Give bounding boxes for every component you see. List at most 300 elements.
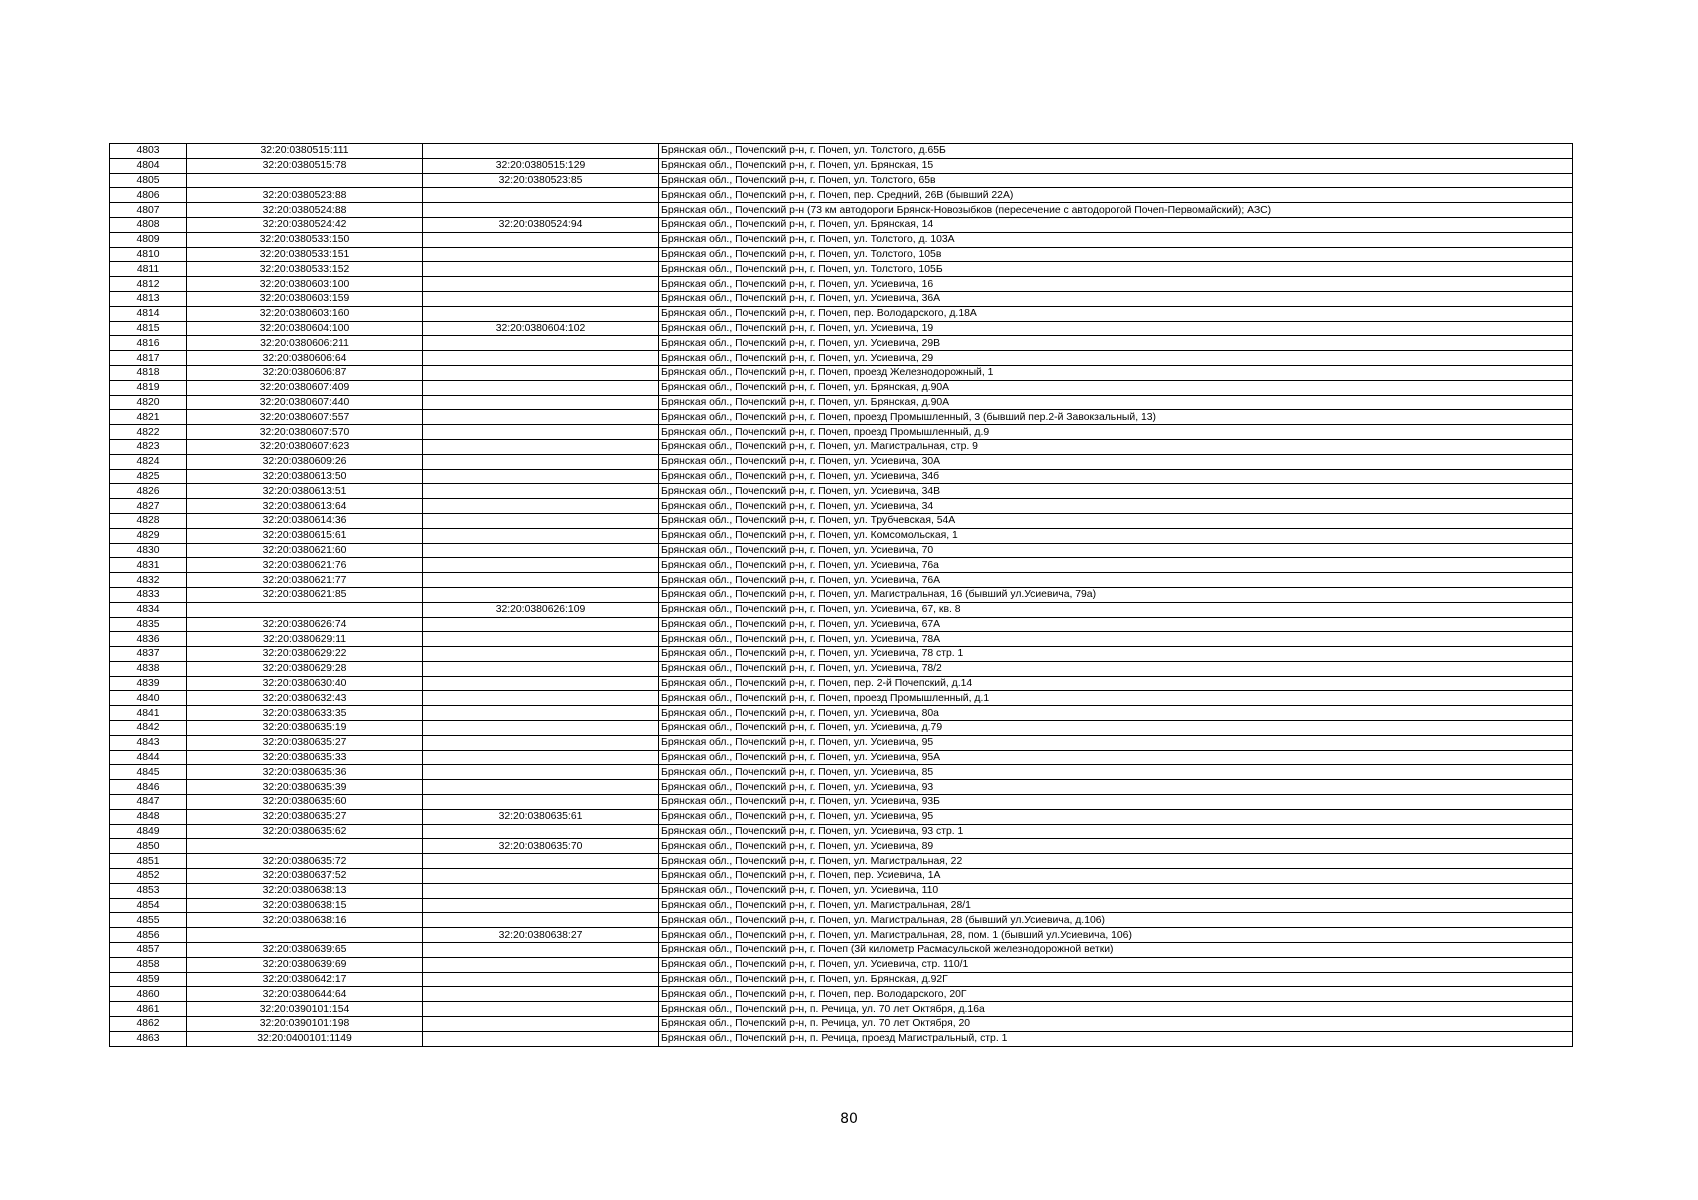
- cadastral-number-cell: 32:20:0380607:409: [187, 380, 423, 395]
- table-row: [110, 735, 1573, 750]
- cadastral-number-related-cell: [423, 854, 659, 869]
- table-row: [110, 587, 1573, 602]
- table-row: [110, 661, 1573, 676]
- address-cell: Брянская обл., Почепский р-н, г. Почеп, ул. Толстого, д.65Б: [659, 144, 1573, 159]
- row-number-cell: 4859: [110, 972, 187, 987]
- cadastral-number-cell: 32:20:0380635:27: [187, 809, 423, 824]
- cadastral-number-related-cell: [423, 750, 659, 765]
- cadastral-number-cell: 32:20:0380524:42: [187, 217, 423, 232]
- row-number-cell: 4848: [110, 809, 187, 824]
- cadastral-number-cell: 32:20:0380515:111: [187, 144, 423, 159]
- cadastral-number-cell: 32:20:0380633:35: [187, 706, 423, 721]
- row-number-cell: 4823: [110, 439, 187, 454]
- address-cell: Брянская обл., Почепский р-н, г. Почеп, ул. Усиевича, 93 стр. 1: [659, 824, 1573, 839]
- address-cell: Брянская обл., Почепский р-н, г. Почеп, ул. Усиевича, 34В: [659, 484, 1573, 499]
- cadastral-number-cell: 32:20:0380639:65: [187, 943, 423, 958]
- table-row: [110, 928, 1573, 943]
- table-row: [110, 425, 1573, 440]
- cadastral-number-cell: 32:20:0380621:76: [187, 558, 423, 573]
- table-row: [110, 543, 1573, 558]
- cadastral-number-related-cell: [423, 425, 659, 440]
- cadastral-number-cell: 32:20:0380621:77: [187, 573, 423, 588]
- row-number-cell: 4852: [110, 869, 187, 884]
- cadastral-number-cell: 32:20:0380638:13: [187, 883, 423, 898]
- cadastral-number-related-cell: [423, 824, 659, 839]
- registry-table: [109, 143, 1573, 1047]
- cadastral-number-cell: 32:20:0400101:1149: [187, 1031, 423, 1046]
- row-number-cell: 4827: [110, 499, 187, 514]
- table-row: [110, 972, 1573, 987]
- cadastral-number-cell: 32:20:0380626:74: [187, 617, 423, 632]
- table-row: [110, 528, 1573, 543]
- table-row: [110, 262, 1573, 277]
- address-cell: Брянская обл., Почепский р-н, г. Почеп, проезд Промышленный, д.9: [659, 425, 1573, 440]
- address-cell: Брянская обл., Почепский р-н, п. Речица, ул. 70 лет Октября, 20: [659, 1017, 1573, 1032]
- row-number-cell: 4824: [110, 454, 187, 469]
- row-number-cell: 4829: [110, 528, 187, 543]
- table-row: [110, 439, 1573, 454]
- table-row: [110, 824, 1573, 839]
- row-number-cell: 4861: [110, 1002, 187, 1017]
- address-cell: Брянская обл., Почепский р-н, г. Почеп, ул. Толстого, 105Б: [659, 262, 1573, 277]
- cadastral-number-cell: [187, 839, 423, 854]
- address-cell: Брянская обл., Почепский р-н, г. Почеп, ул. Усиевича, 16: [659, 277, 1573, 292]
- table-row: [110, 232, 1573, 247]
- address-cell: Брянская обл., Почепский р-н, г. Почеп, ул. Усиевича, стр. 110/1: [659, 957, 1573, 972]
- table-row: [110, 158, 1573, 173]
- table-row: [110, 395, 1573, 410]
- address-cell: Брянская обл., Почепский р-н, г. Почеп, ул. Усиевича, 29В: [659, 336, 1573, 351]
- cadastral-number-cell: 32:20:0380639:69: [187, 957, 423, 972]
- address-cell: Брянская обл., Почепский р-н, г. Почеп, ул. Усиевича, 34: [659, 499, 1573, 514]
- address-cell: Брянская обл., Почепский р-н, г. Почеп, пер. Средний, 26В (бывший 22А): [659, 188, 1573, 203]
- cadastral-number-related-cell: [423, 277, 659, 292]
- address-cell: Брянская обл., Почепский р-н, г. Почеп, ул. Усиевича, 29: [659, 351, 1573, 366]
- table-row: [110, 898, 1573, 913]
- cadastral-number-related-cell: [423, 617, 659, 632]
- table-row: [110, 809, 1573, 824]
- table-row: [110, 721, 1573, 736]
- row-number-cell: 4822: [110, 425, 187, 440]
- table-row: [110, 188, 1573, 203]
- address-cell: Брянская обл., Почепский р-н, г. Почеп, ул. Магистральная, 16 (бывший ул.Усиевича, 79а): [659, 587, 1573, 602]
- address-cell: Брянская обл., Почепский р-н, г. Почеп, ул. Усиевича, 76А: [659, 573, 1573, 588]
- table-row: [110, 247, 1573, 262]
- cadastral-number-related-cell: [423, 721, 659, 736]
- address-cell: Брянская обл., Почепский р-н, г. Почеп, ул. Толстого, 65в: [659, 173, 1573, 188]
- cadastral-number-related-cell: [423, 232, 659, 247]
- row-number-cell: 4863: [110, 1031, 187, 1046]
- table-row: [110, 795, 1573, 810]
- cadastral-number-related-cell: 32:20:0380515:129: [423, 158, 659, 173]
- address-cell: Брянская обл., Почепский р-н, г. Почеп, ул. Брянская, д.90А: [659, 380, 1573, 395]
- address-cell: Брянская обл., Почепский р-н, г. Почеп, пер. Володарского, 20Г: [659, 987, 1573, 1002]
- table-row: [110, 277, 1573, 292]
- address-cell: Брянская обл., Почепский р-н, г. Почеп, ул. Брянская, д.92Г: [659, 972, 1573, 987]
- address-cell: Брянская обл., Почепский р-н, г. Почеп, ул. Усиевича, 67, кв. 8: [659, 602, 1573, 617]
- address-cell: Брянская обл., Почепский р-н, г. Почеп (3й километр Расмасульской железнодорожной ветки): [659, 943, 1573, 958]
- table-row: [110, 943, 1573, 958]
- address-cell: Брянская обл., Почепский р-н, г. Почеп, ул. Усиевича, 110: [659, 883, 1573, 898]
- cadastral-number-related-cell: 32:20:0380523:85: [423, 173, 659, 188]
- address-cell: Брянская обл., Почепский р-н, г. Почеп, пер. 2-й Почепский, д.14: [659, 676, 1573, 691]
- table-row: [110, 869, 1573, 884]
- cadastral-number-cell: 32:20:0380606:211: [187, 336, 423, 351]
- row-number-cell: 4803: [110, 144, 187, 159]
- table-row: [110, 1017, 1573, 1032]
- cadastral-number-related-cell: [423, 706, 659, 721]
- cadastral-number-related-cell: [423, 558, 659, 573]
- address-cell: Брянская обл., Почепский р-н, г. Почеп, ул. Усиевича, 70: [659, 543, 1573, 558]
- table-row: [110, 217, 1573, 232]
- cadastral-number-cell: 32:20:0380630:40: [187, 676, 423, 691]
- cadastral-number-related-cell: [423, 972, 659, 987]
- cadastral-number-cell: 32:20:0380606:87: [187, 365, 423, 380]
- row-number-cell: 4855: [110, 913, 187, 928]
- page-number: 80: [840, 1111, 858, 1127]
- cadastral-number-related-cell: [423, 587, 659, 602]
- row-number-cell: 4845: [110, 765, 187, 780]
- table-row: [110, 365, 1573, 380]
- cadastral-number-related-cell: [423, 632, 659, 647]
- cadastral-number-related-cell: [423, 351, 659, 366]
- address-cell: Брянская обл., Почепский р-н, г. Почеп, ул. Усиевича, 78А: [659, 632, 1573, 647]
- row-number-cell: 4820: [110, 395, 187, 410]
- cadastral-number-related-cell: [423, 765, 659, 780]
- cadastral-number-related-cell: 32:20:0380635:61: [423, 809, 659, 824]
- cadastral-number-cell: 32:20:0380606:64: [187, 351, 423, 366]
- cadastral-number-cell: 32:20:0380635:27: [187, 735, 423, 750]
- cadastral-number-related-cell: 32:20:0380638:27: [423, 928, 659, 943]
- cadastral-number-related-cell: [423, 1002, 659, 1017]
- address-cell: Брянская обл., Почепский р-н, г. Почеп, ул. Усиевича, 85: [659, 765, 1573, 780]
- address-cell: Брянская обл., Почепский р-н, г. Почеп, ул. Усиевича, 34б: [659, 469, 1573, 484]
- table-body: [110, 144, 1573, 1047]
- cadastral-number-related-cell: [423, 188, 659, 203]
- address-cell: Брянская обл., Почепский р-н, г. Почеп, ул. Магистральная, стр. 9: [659, 439, 1573, 454]
- address-cell: Брянская обл., Почепский р-н, г. Почеп, ул. Магистральная, 28 (бывший ул.Усиевича, д.106): [659, 913, 1573, 928]
- cadastral-number-cell: [187, 602, 423, 617]
- address-cell: Брянская обл., Почепский р-н, г. Почеп, ул. Усиевича, 78/2: [659, 661, 1573, 676]
- row-number-cell: 4815: [110, 321, 187, 336]
- cadastral-number-related-cell: [423, 291, 659, 306]
- address-cell: Брянская обл., Почепский р-н, г. Почеп, проезд Промышленный, 3 (бывший пер.2-й Завокзальный, 13): [659, 410, 1573, 425]
- address-cell: Брянская обл., Почепский р-н, г. Почеп, ул. Усиевича, 80а: [659, 706, 1573, 721]
- table-row: [110, 173, 1573, 188]
- row-number-cell: 4814: [110, 306, 187, 321]
- cadastral-number-related-cell: [423, 691, 659, 706]
- cadastral-number-cell: 32:20:0380613:64: [187, 499, 423, 514]
- cadastral-number-related-cell: [423, 395, 659, 410]
- cadastral-number-cell: 32:20:0380613:50: [187, 469, 423, 484]
- address-cell: Брянская обл., Почепский р-н, г. Почеп, ул. Брянская, д.90А: [659, 395, 1573, 410]
- address-cell: Брянская обл., Почепский р-н, г. Почеп, ул. Усиевича, 19: [659, 321, 1573, 336]
- table-row: [110, 676, 1573, 691]
- cadastral-number-cell: 32:20:0380604:100: [187, 321, 423, 336]
- cadastral-number-cell: 32:20:0380614:36: [187, 513, 423, 528]
- cadastral-number-related-cell: [423, 203, 659, 218]
- row-number-cell: 4849: [110, 824, 187, 839]
- address-cell: Брянская обл., Почепский р-н, г. Почеп, ул. Трубчевская, 54А: [659, 513, 1573, 528]
- row-number-cell: 4813: [110, 291, 187, 306]
- cadastral-number-related-cell: [423, 247, 659, 262]
- row-number-cell: 4856: [110, 928, 187, 943]
- row-number-cell: 4844: [110, 750, 187, 765]
- address-cell: Брянская обл., Почепский р-н, г. Почеп, ул. Брянская, 15: [659, 158, 1573, 173]
- cadastral-number-related-cell: [423, 883, 659, 898]
- cadastral-number-cell: [187, 173, 423, 188]
- row-number-cell: 4842: [110, 721, 187, 736]
- cadastral-number-cell: 32:20:0380629:22: [187, 647, 423, 662]
- cadastral-number-related-cell: [423, 780, 659, 795]
- cadastral-number-related-cell: [423, 913, 659, 928]
- address-cell: Брянская обл., Почепский р-н, г. Почеп, ул. Усиевича, 95: [659, 735, 1573, 750]
- cadastral-number-related-cell: [423, 1017, 659, 1032]
- table-row: [110, 499, 1573, 514]
- table-row: [110, 780, 1573, 795]
- cadastral-number-cell: 32:20:0380642:17: [187, 972, 423, 987]
- address-cell: Брянская обл., Почепский р-н, г. Почеп, ул. Магистральная, 22: [659, 854, 1573, 869]
- cadastral-number-related-cell: [423, 676, 659, 691]
- cadastral-number-cell: [187, 928, 423, 943]
- table-row: [110, 691, 1573, 706]
- cadastral-number-related-cell: [423, 795, 659, 810]
- row-number-cell: 4817: [110, 351, 187, 366]
- cadastral-number-related-cell: [423, 410, 659, 425]
- address-cell: Брянская обл., Почепский р-н, г. Почеп, ул. Усиевича, 67А: [659, 617, 1573, 632]
- cadastral-number-related-cell: [423, 439, 659, 454]
- row-number-cell: 4838: [110, 661, 187, 676]
- cadastral-number-related-cell: [423, 513, 659, 528]
- row-number-cell: 4830: [110, 543, 187, 558]
- cadastral-number-related-cell: [423, 484, 659, 499]
- cadastral-number-related-cell: [423, 336, 659, 351]
- cadastral-number-cell: 32:20:0380533:151: [187, 247, 423, 262]
- cadastral-number-cell: 32:20:0380635:72: [187, 854, 423, 869]
- address-cell: Брянская обл., Почепский р-н, г. Почеп, ул. Комсомольская, 1: [659, 528, 1573, 543]
- address-cell: Брянская обл., Почепский р-н, г. Почеп, ул. Усиевича, 95: [659, 809, 1573, 824]
- cadastral-number-cell: 32:20:0380603:100: [187, 277, 423, 292]
- cadastral-number-cell: 32:20:0380644:64: [187, 987, 423, 1002]
- cadastral-number-cell: 32:20:0380603:159: [187, 291, 423, 306]
- address-cell: Брянская обл., Почепский р-н, г. Почеп, ул. Усиевича, 93: [659, 780, 1573, 795]
- address-cell: Брянская обл., Почепский р-н, г. Почеп, ул. Усиевича, 93Б: [659, 795, 1573, 810]
- cadastral-number-cell: 32:20:0380635:19: [187, 721, 423, 736]
- cadastral-number-related-cell: [423, 306, 659, 321]
- cadastral-number-related-cell: [423, 499, 659, 514]
- row-number-cell: 4835: [110, 617, 187, 632]
- cadastral-number-related-cell: [423, 735, 659, 750]
- table-row: [110, 839, 1573, 854]
- row-number-cell: 4804: [110, 158, 187, 173]
- row-number-cell: 4833: [110, 587, 187, 602]
- cadastral-number-cell: 32:20:0380632:43: [187, 691, 423, 706]
- row-number-cell: 4853: [110, 883, 187, 898]
- row-number-cell: 4828: [110, 513, 187, 528]
- table-row: [110, 602, 1573, 617]
- address-cell: Брянская обл., Почепский р-н, г. Почеп, ул. Толстого, д. 103А: [659, 232, 1573, 247]
- table-row: [110, 854, 1573, 869]
- address-cell: Брянская обл., Почепский р-н, г. Почеп, проезд Железнодорожный, 1: [659, 365, 1573, 380]
- row-number-cell: 4840: [110, 691, 187, 706]
- table-row: [110, 617, 1573, 632]
- address-cell: Брянская обл., Почепский р-н, г. Почеп, пер. Володарского, д.18А: [659, 306, 1573, 321]
- cadastral-number-related-cell: [423, 454, 659, 469]
- row-number-cell: 4846: [110, 780, 187, 795]
- row-number-cell: 4858: [110, 957, 187, 972]
- cadastral-number-cell: 32:20:0380621:85: [187, 587, 423, 602]
- row-number-cell: 4851: [110, 854, 187, 869]
- table-row: [110, 1031, 1573, 1046]
- cadastral-number-cell: 32:20:0380607:440: [187, 395, 423, 410]
- row-number-cell: 4810: [110, 247, 187, 262]
- cadastral-number-cell: 32:20:0380515:78: [187, 158, 423, 173]
- cadastral-number-cell: 32:20:0380533:152: [187, 262, 423, 277]
- cadastral-number-cell: 32:20:0380523:88: [187, 188, 423, 203]
- row-number-cell: 4862: [110, 1017, 187, 1032]
- cadastral-number-cell: 32:20:0380635:39: [187, 780, 423, 795]
- cadastral-number-cell: 32:20:0380635:33: [187, 750, 423, 765]
- row-number-cell: 4806: [110, 188, 187, 203]
- table-row: [110, 987, 1573, 1002]
- cadastral-number-related-cell: [423, 661, 659, 676]
- row-number-cell: 4834: [110, 602, 187, 617]
- table-row: [110, 883, 1573, 898]
- address-cell: Брянская обл., Почепский р-н, г. Почеп, проезд Промышленный, д.1: [659, 691, 1573, 706]
- address-cell: Брянская обл., Почепский р-н, г. Почеп, ул. Усиевича, 76а: [659, 558, 1573, 573]
- cadastral-number-related-cell: [423, 543, 659, 558]
- table-row: [110, 144, 1573, 159]
- row-number-cell: 4843: [110, 735, 187, 750]
- row-number-cell: 4839: [110, 676, 187, 691]
- address-cell: Брянская обл., Почепский р-н, г. Почеп, ул. Толстого, 105в: [659, 247, 1573, 262]
- row-number-cell: 4807: [110, 203, 187, 218]
- address-cell: Брянская обл., Почепский р-н, г. Почеп, ул. Усиевича, 89: [659, 839, 1573, 854]
- cadastral-number-related-cell: [423, 957, 659, 972]
- row-number-cell: 4832: [110, 573, 187, 588]
- row-number-cell: 4850: [110, 839, 187, 854]
- row-number-cell: 4857: [110, 943, 187, 958]
- address-cell: Брянская обл., Почепский р-н, г. Почеп, ул. Усиевича, 95А: [659, 750, 1573, 765]
- row-number-cell: 4825: [110, 469, 187, 484]
- cadastral-number-related-cell: [423, 469, 659, 484]
- cadastral-number-related-cell: [423, 380, 659, 395]
- cadastral-number-cell: 32:20:0380629:11: [187, 632, 423, 647]
- table-row: [110, 558, 1573, 573]
- cadastral-number-cell: 32:20:0380638:15: [187, 898, 423, 913]
- table-row: [110, 706, 1573, 721]
- row-number-cell: 4854: [110, 898, 187, 913]
- table-row: [110, 573, 1573, 588]
- row-number-cell: 4836: [110, 632, 187, 647]
- cadastral-number-related-cell: 32:20:0380604:102: [423, 321, 659, 336]
- cadastral-number-related-cell: [423, 144, 659, 159]
- cadastral-number-related-cell: [423, 898, 659, 913]
- cadastral-number-related-cell: [423, 1031, 659, 1046]
- table-row: [110, 957, 1573, 972]
- address-cell: Брянская обл., Почепский р-н, п. Речица, ул. 70 лет Октября, д.16а: [659, 1002, 1573, 1017]
- cadastral-number-cell: 32:20:0380615:61: [187, 528, 423, 543]
- row-number-cell: 4819: [110, 380, 187, 395]
- cadastral-number-cell: 32:20:0380637:52: [187, 869, 423, 884]
- row-number-cell: 4847: [110, 795, 187, 810]
- table-row: [110, 291, 1573, 306]
- table-row: [110, 203, 1573, 218]
- cadastral-number-cell: 32:20:0380613:51: [187, 484, 423, 499]
- table-row: [110, 750, 1573, 765]
- cadastral-number-related-cell: [423, 573, 659, 588]
- cadastral-number-cell: 32:20:0380638:16: [187, 913, 423, 928]
- table-row: [110, 484, 1573, 499]
- cadastral-number-related-cell: [423, 365, 659, 380]
- table-row: [110, 336, 1573, 351]
- row-number-cell: 4812: [110, 277, 187, 292]
- cadastral-number-cell: 32:20:0380607:557: [187, 410, 423, 425]
- cadastral-number-cell: 32:20:0380621:60: [187, 543, 423, 558]
- table-row: [110, 765, 1573, 780]
- table-row: [110, 351, 1573, 366]
- row-number-cell: 4818: [110, 365, 187, 380]
- cadastral-number-related-cell: [423, 262, 659, 277]
- row-number-cell: 4841: [110, 706, 187, 721]
- address-cell: Брянская обл., Почепский р-н, г. Почеп, ул. Усиевича, д.79: [659, 721, 1573, 736]
- cadastral-number-cell: 32:20:0380607:570: [187, 425, 423, 440]
- address-cell: Брянская обл., Почепский р-н, г. Почеп, ул. Усиевича, 36А: [659, 291, 1573, 306]
- table-row: [110, 306, 1573, 321]
- table-row: [110, 913, 1573, 928]
- row-number-cell: 4805: [110, 173, 187, 188]
- cadastral-number-related-cell: [423, 869, 659, 884]
- cadastral-number-related-cell: [423, 943, 659, 958]
- cadastral-number-related-cell: [423, 647, 659, 662]
- cadastral-number-cell: 32:20:0380524:88: [187, 203, 423, 218]
- cadastral-number-related-cell: 32:20:0380524:94: [423, 217, 659, 232]
- cadastral-number-related-cell: 32:20:0380626:109: [423, 602, 659, 617]
- cadastral-number-cell: 32:20:0390101:154: [187, 1002, 423, 1017]
- cadastral-number-cell: 32:20:0380609:26: [187, 454, 423, 469]
- address-cell: Брянская обл., Почепский р-н, г. Почеп, ул. Усиевича, 30А: [659, 454, 1573, 469]
- address-cell: Брянская обл., Почепский р-н, г. Почеп, пер. Усиевича, 1А: [659, 869, 1573, 884]
- table-row: [110, 454, 1573, 469]
- row-number-cell: 4808: [110, 217, 187, 232]
- row-number-cell: 4831: [110, 558, 187, 573]
- row-number-cell: 4821: [110, 410, 187, 425]
- cadastral-number-cell: 32:20:0380603:160: [187, 306, 423, 321]
- table-row: [110, 380, 1573, 395]
- address-cell: Брянская обл., Почепский р-н (73 км автодороги Брянск-Новозыбков (пересечение с автодорогой Почеп-Первомайский); АЗС): [659, 203, 1573, 218]
- cadastral-number-cell: 32:20:0390101:198: [187, 1017, 423, 1032]
- cadastral-number-cell: 32:20:0380533:150: [187, 232, 423, 247]
- row-number-cell: 4809: [110, 232, 187, 247]
- row-number-cell: 4837: [110, 647, 187, 662]
- cadastral-number-cell: 32:20:0380607:623: [187, 439, 423, 454]
- table-row: [110, 321, 1573, 336]
- table-row: [110, 410, 1573, 425]
- cadastral-number-cell: 32:20:0380629:28: [187, 661, 423, 676]
- table-row: [110, 647, 1573, 662]
- cadastral-number-cell: 32:20:0380635:60: [187, 795, 423, 810]
- table-row: [110, 513, 1573, 528]
- table-row: [110, 632, 1573, 647]
- cadastral-number-related-cell: [423, 528, 659, 543]
- cadastral-number-related-cell: 32:20:0380635:70: [423, 839, 659, 854]
- address-cell: Брянская обл., Почепский р-н, г. Почеп, ул. Магистральная, 28, пом. 1 (бывший ул.Усиевича, 106): [659, 928, 1573, 943]
- row-number-cell: 4811: [110, 262, 187, 277]
- row-number-cell: 4860: [110, 987, 187, 1002]
- cadastral-number-related-cell: [423, 987, 659, 1002]
- row-number-cell: 4816: [110, 336, 187, 351]
- row-number-cell: 4826: [110, 484, 187, 499]
